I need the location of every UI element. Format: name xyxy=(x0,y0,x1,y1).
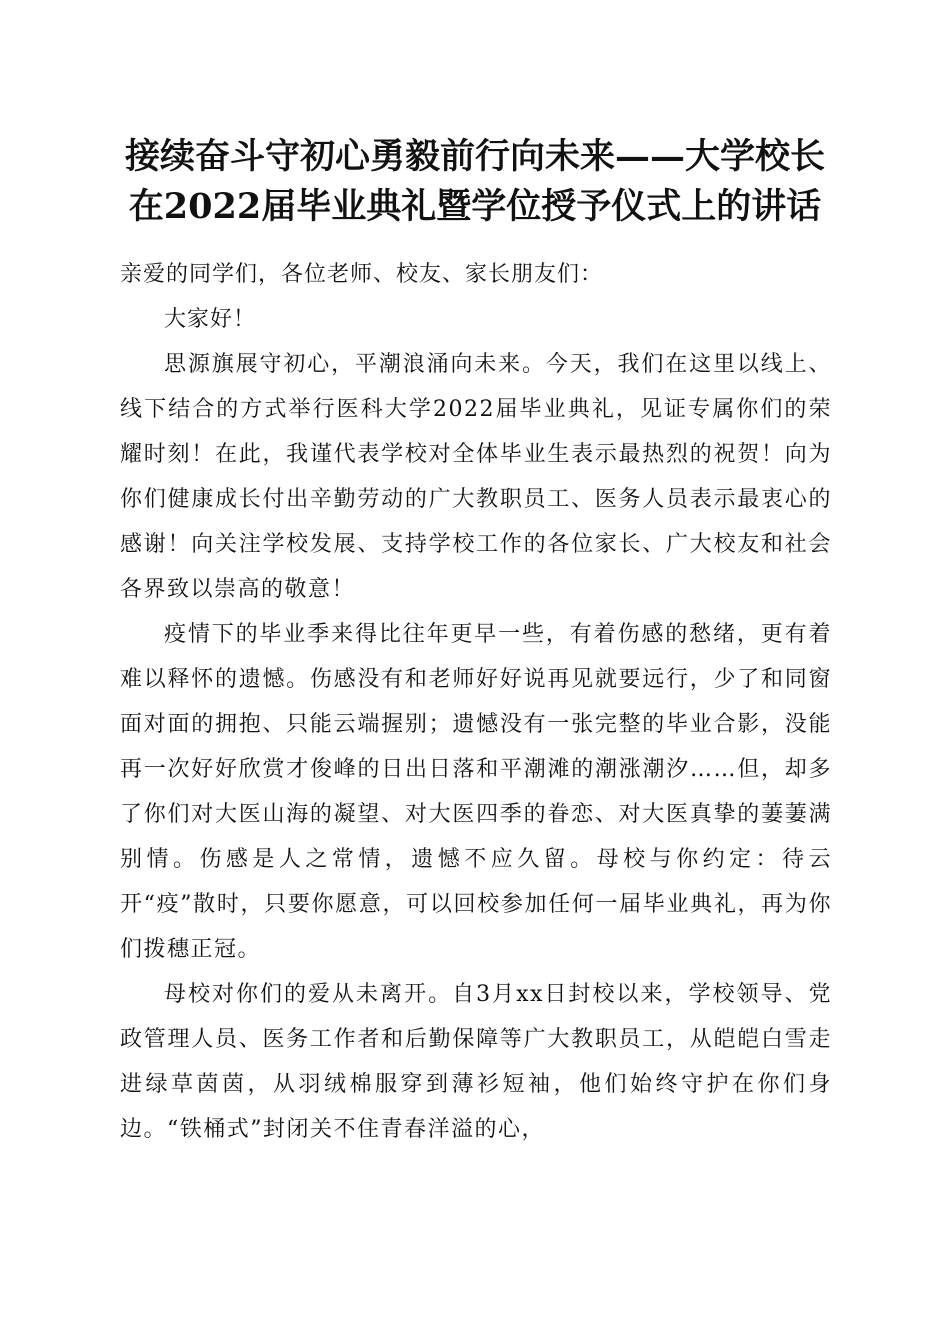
paragraph-1: 思源旗展守初心，平潮浪涌向未来。今天，我们在这里以线上、线下结合的方式举行医科大学2022届毕业典礼，见证专属你们的荣耀时刻！在此，我谨代表学校对全体毕业生表示最热烈的祝贺！向为你们健康成长付出辛勤劳动的广大教职员工、医务人员表示最衷心的感谢！向关注学校发展、支持学校工作的各位家长、广大校友和社会各界致以崇高的敬意！ xyxy=(120,352,832,602)
salutation: 亲爱的同学们，各位老师、校友、家长朋友们： xyxy=(120,262,604,287)
title-line-1: 接续奋斗守初心勇毅前行向未来——大学校长 xyxy=(124,136,825,177)
paragraph-3: 母校对你们的爱从未离开。自3月xx日封校以来，学校领导、党政管理人员、医务工作者和后勤保障等广大教职员工，从皑皑白雪走进绿草茵茵，从羽绒棉服穿到薄衫短袖，他们始终守护在你们身边。“铁桶式”封闭关不住青春洋溢的心， xyxy=(120,982,832,1142)
document-body xyxy=(120,252,832,1152)
title-line-2: 在2022届毕业典礼暨学位授予仪式上的讲话 xyxy=(128,186,822,227)
document-title xyxy=(110,132,840,232)
paragraph-2: 疫情下的毕业季来得比往年更早一些，有着伤感的愁绪，更有着难以释怀的遗憾。伤感没有和老师好好说再见就要远行，少了和同窗面对面的拥抱、只能云端握别；遗憾没有一张完整的毕业合影，没能再一次好好欣赏才俊峰的日出日落和平潮滩的潮涨潮汐……但，却多了你们对大医山海的凝望、对大医四季的眷恋、对大医真挚的萋萋满别情。伤感是人之常情，遗憾不应久留。母校与你约定：待云开“疫”散时，只要你愿意，可以回校参加任何一届毕业典礼，再为你们拨穗正冠。 xyxy=(120,622,832,962)
greeting: 大家好！ xyxy=(164,307,257,332)
